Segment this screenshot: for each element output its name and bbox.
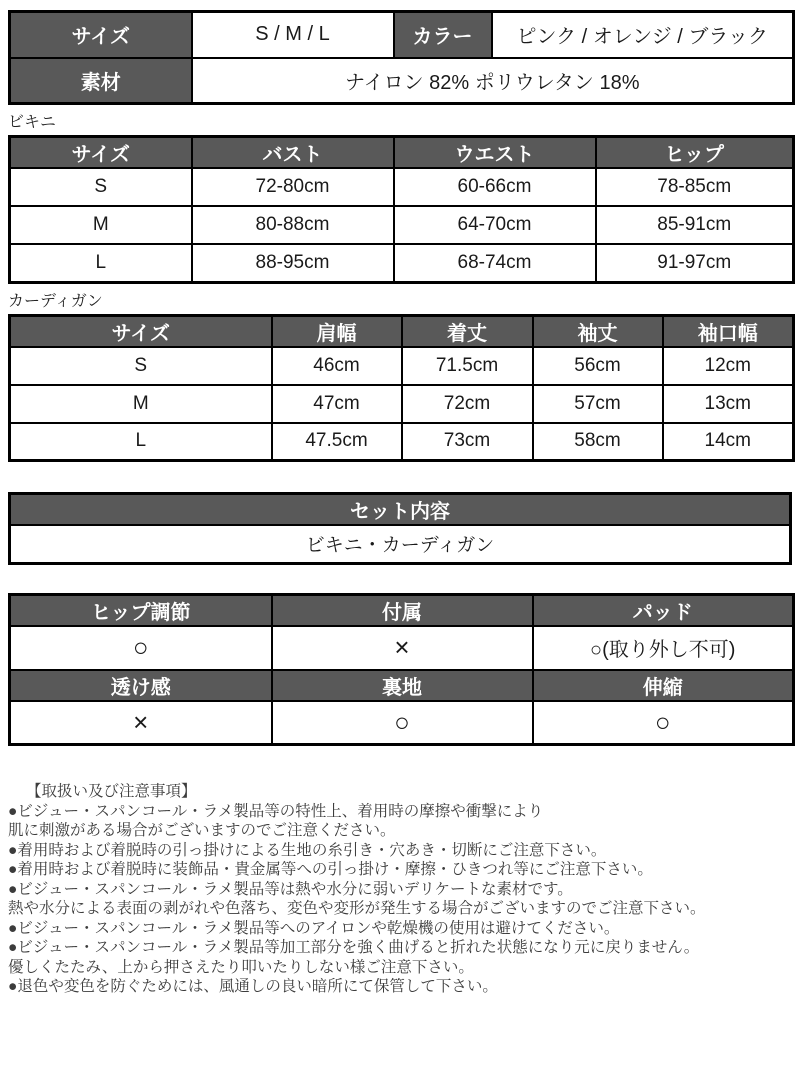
table-row	[10, 244, 794, 282]
spec-table	[8, 10, 795, 105]
feature-header-lining: 裏地	[272, 670, 533, 701]
bikini-section-label: ビキニ	[8, 114, 57, 131]
cardigan-size-cell: S	[10, 347, 272, 385]
set-contents-table	[8, 492, 792, 565]
bikini-bust-cell: 80-88cm	[192, 206, 394, 244]
set-contents-header: セット内容	[10, 494, 791, 526]
cardigan-col-header: 肩幅	[272, 315, 402, 347]
feature-value-lining: ○	[272, 701, 533, 745]
bikini-col-header: ヒップ	[596, 137, 794, 169]
bikini-hip-cell: 78-85cm	[596, 168, 794, 206]
bikini-bust-cell: 72-80cm	[192, 168, 394, 206]
bikini-size-cell: S	[10, 168, 192, 206]
note-line: ●着用時および着脱時に装飾品・貴金属等への引っ掛け・摩擦・ひきつれ等にご注意下さい。	[8, 861, 653, 878]
cardigan-length-cell: 73cm	[402, 423, 533, 461]
cardigan-length-cell: 71.5cm	[402, 347, 533, 385]
table-row	[10, 423, 794, 461]
spec-material-label: 素材	[10, 58, 192, 104]
note-line: 熱や水分による表面の剥がれや色落ち、変色や変形が発生する場合がございますのでご注意下さい。	[8, 900, 706, 917]
spec-material-value: ナイロン 82% ポリウレタン 18%	[192, 58, 794, 104]
bikini-waist-cell: 60-66cm	[394, 168, 596, 206]
bikini-size-cell: L	[10, 244, 192, 282]
cardigan-col-header: 袖丈	[533, 315, 663, 347]
table-row	[10, 385, 794, 423]
cardigan-sleeve-cell: 58cm	[533, 423, 663, 461]
feature-value-hip-adjust: ○	[10, 626, 272, 670]
bikini-hip-cell: 91-97cm	[596, 244, 794, 282]
cardigan-col-header: サイズ	[10, 315, 272, 347]
table-row	[10, 168, 794, 206]
bikini-waist-cell: 64-70cm	[394, 206, 596, 244]
note-line: ●ビジュー・スパンコール・ラメ製品等は熱や水分に弱いデリケートな素材です。	[8, 880, 573, 898]
cardigan-sleeve-cell: 57cm	[533, 385, 663, 423]
feature-value-stretch: ○	[533, 701, 794, 745]
feature-header-pad: パッド	[533, 594, 794, 626]
spec-size-value: S / M / L	[192, 12, 394, 58]
bikini-bust-cell: 88-95cm	[192, 244, 394, 282]
cardigan-col-header: 袖口幅	[663, 315, 794, 347]
note-line: 肌に刺激がある場合がございますのでご注意ください。	[8, 822, 396, 839]
feature-header-hip-adjust: ヒップ調節	[10, 594, 272, 626]
cardigan-size-table	[8, 314, 795, 463]
cardigan-shoulder-cell: 47cm	[272, 385, 402, 423]
cardigan-section-label: カーディガン	[8, 292, 103, 310]
note-line: ●ビジュー・スパンコール・ラメ製品等へのアイロンや乾燥機の使用は避けてください。	[8, 919, 620, 937]
spec-color-value: ピンク / オレンジ / ブラック	[492, 12, 794, 58]
cardigan-cuff-cell: 12cm	[663, 347, 794, 385]
handling-notes	[8, 782, 792, 997]
spec-size-label: サイズ	[10, 12, 192, 58]
bikini-hip-cell: 85-91cm	[596, 206, 794, 244]
cardigan-shoulder-cell: 46cm	[272, 347, 402, 385]
notes-title: 【取扱い及び注意事項】	[26, 783, 197, 800]
features-table	[8, 593, 795, 747]
cardigan-col-header: 着丈	[402, 315, 533, 347]
note-line: ●ビジュー・スパンコール・ラメ製品等加工部分を強く曲げると折れた状態になり元に戻りません。	[8, 939, 700, 956]
bikini-size-cell: M	[10, 206, 192, 244]
cardigan-cuff-cell: 14cm	[663, 423, 794, 461]
table-row	[10, 206, 794, 244]
feature-header-stretch: 伸縮	[533, 670, 794, 701]
note-line: ●着用時および着脱時の引っ掛けによる生地の糸引き・穴あき・切断にご注意下さい。	[8, 841, 607, 859]
feature-header-accessory: 付属	[272, 594, 533, 626]
spec-color-label: カラー	[394, 12, 492, 58]
bikini-col-header: サイズ	[10, 137, 192, 169]
cardigan-shoulder-cell: 47.5cm	[272, 423, 402, 461]
feature-header-sheer: 透け感	[10, 670, 272, 701]
note-line: ●ビジュー・スパンコール・ラメ製品等の特性上、着用時の摩擦や衝撃により	[8, 802, 544, 820]
table-row	[10, 347, 794, 385]
cardigan-length-cell: 72cm	[402, 385, 533, 423]
feature-value-pad: ○(取り外し不可)	[533, 626, 794, 670]
cardigan-size-cell: L	[10, 423, 272, 461]
cardigan-cuff-cell: 13cm	[663, 385, 794, 423]
bikini-size-table	[8, 135, 795, 284]
note-line: ●退色や変色を防ぐためには、風通しの良い暗所にて保管して下さい。	[8, 978, 498, 995]
feature-value-accessory: ×	[272, 626, 533, 670]
set-contents-value: ビキニ・カーディガン	[10, 525, 791, 563]
cardigan-size-cell: M	[10, 385, 272, 423]
feature-value-sheer: ×	[10, 701, 272, 745]
bikini-col-header: ウエスト	[394, 137, 596, 169]
cardigan-sleeve-cell: 56cm	[533, 347, 663, 385]
note-line: 優しくたたみ、上から押さえたり叩いたりしない様ご注意下さい。	[8, 958, 474, 976]
bikini-waist-cell: 68-74cm	[394, 244, 596, 282]
bikini-col-header: バスト	[192, 137, 394, 169]
